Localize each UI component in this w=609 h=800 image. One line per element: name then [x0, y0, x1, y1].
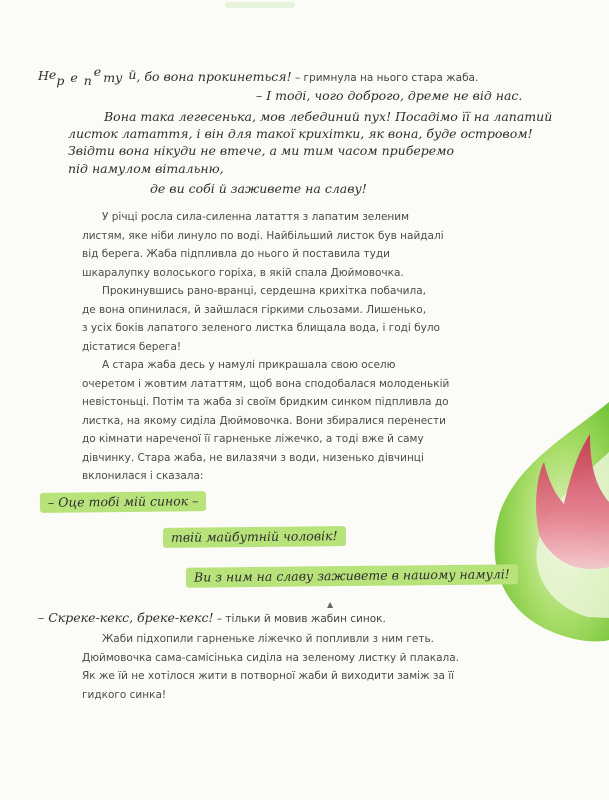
dialogue-line-6: під намулом вітальню, — [68, 161, 224, 176]
wavy-letter: Н — [38, 68, 49, 83]
narration-text: – гримнула на нього стара жаба. — [291, 72, 479, 84]
dialogue-line-4: листок латаття, і він для такої крихітки, як вона, буде островом! — [68, 126, 533, 141]
wavy-letter: р — [56, 73, 65, 88]
wavy-letter: п — [83, 73, 92, 88]
wavy-letter: у — [115, 70, 123, 85]
paragraph-line: Жаби підхопили гарненьке ліжечко й попливли з ним геть. — [102, 633, 435, 645]
highlight-line-2: твій майбутній чоловік! — [163, 526, 346, 548]
narrative-block — [82, 208, 449, 486]
wavy-letter: т — [103, 70, 116, 85]
paragraph-line: де вона опинилася, й зайшлася гіркими сльозами. Лишенько, — [82, 303, 427, 316]
tulip-illustration — [478, 392, 609, 652]
caret-icon: ▲ — [327, 600, 334, 609]
closing-block — [82, 630, 459, 704]
highlight-line-3: Ви з ним на славу заживете в нашому намулі! — [186, 564, 518, 587]
top-mark — [225, 2, 295, 8]
narration-text: – тільки й мовив жабин синок. — [213, 613, 386, 625]
dialogue-text: , бо вона прокинеться! — [136, 69, 292, 84]
wavy-text — [38, 64, 137, 88]
paragraph-line: шкаралупку волоського горіха, в якій спала Дюймовочка. — [82, 266, 404, 279]
dialogue-line-3: Вона така легесенька, мов лебединий пух! Посадімо її на лапатий — [104, 109, 553, 124]
paragraph-line: Як же їй не хотілося жити в потворної жаби й виходити заміж за її — [82, 670, 455, 682]
dialogue-line-1 — [38, 64, 479, 88]
paragraph-line: гидкого синка! — [82, 688, 167, 701]
paragraph-line: очеретом і жовтим лататтям, щоб вона сподобалася молоденькій — [82, 377, 450, 390]
paragraph-line: дівчинку. Стара жаба, не вилазячи з води, низенько дівчинці — [82, 451, 424, 464]
wavy-letter: е — [48, 67, 57, 82]
paragraph-line: А стара жаба десь у намулі прикрашала свою оселю — [102, 359, 396, 371]
paragraph-line: вклонилася і сказала: — [82, 470, 204, 482]
paragraph-line: невістоньці. Потім та жаба зі своїм бридким синком підпливла до — [82, 396, 449, 408]
dialogue-line-5: Звідти вона нікуди не втече, а ми тим часом приберемо — [68, 143, 455, 158]
paragraph-line: дістатися берега! — [82, 340, 182, 353]
speech-text: – Скреке-кекс, бреке-кекс! — [38, 610, 214, 625]
paragraph-line: з усіх боків лапатого зеленого листка блищала вода, і годі було — [82, 322, 440, 334]
wavy-letter: е — [93, 64, 102, 79]
paragraph-line: від берега. Жаба підпливла до нього й поставила туди — [82, 248, 390, 260]
dialogue-line-2: – І тоді, чого доброго, дреме не від нас. — [256, 88, 523, 103]
wavy-letter: е — [70, 70, 78, 85]
closing-speech-line — [38, 610, 386, 625]
highlight-line-1: – Оце тобі мій синок – — [40, 491, 207, 513]
paragraph-line: листям, яке ніби линуло по воді. Найбільший листок був найдалі — [82, 229, 444, 242]
paragraph-line: до кімнати нареченої її гарненьке ліжечко, а тоді вже й саму — [82, 433, 424, 445]
paragraph-line: Прокинувшись рано-вранці, сердешна крихітка побачила, — [102, 285, 426, 297]
dialogue-line-7: де ви собі й заживете на славу! — [150, 181, 367, 196]
paragraph-line: У річці росла сила-силенна латаття з лапатим зеленим — [102, 211, 410, 223]
wavy-letter: й — [128, 67, 137, 82]
paragraph-line: Дюймовочка сама-самісінька сиділа на зеленому листку й плакала. — [82, 651, 460, 664]
paragraph-line: листка, на якому сиділа Дюймовочка. Вони збиралися перенести — [82, 414, 446, 427]
